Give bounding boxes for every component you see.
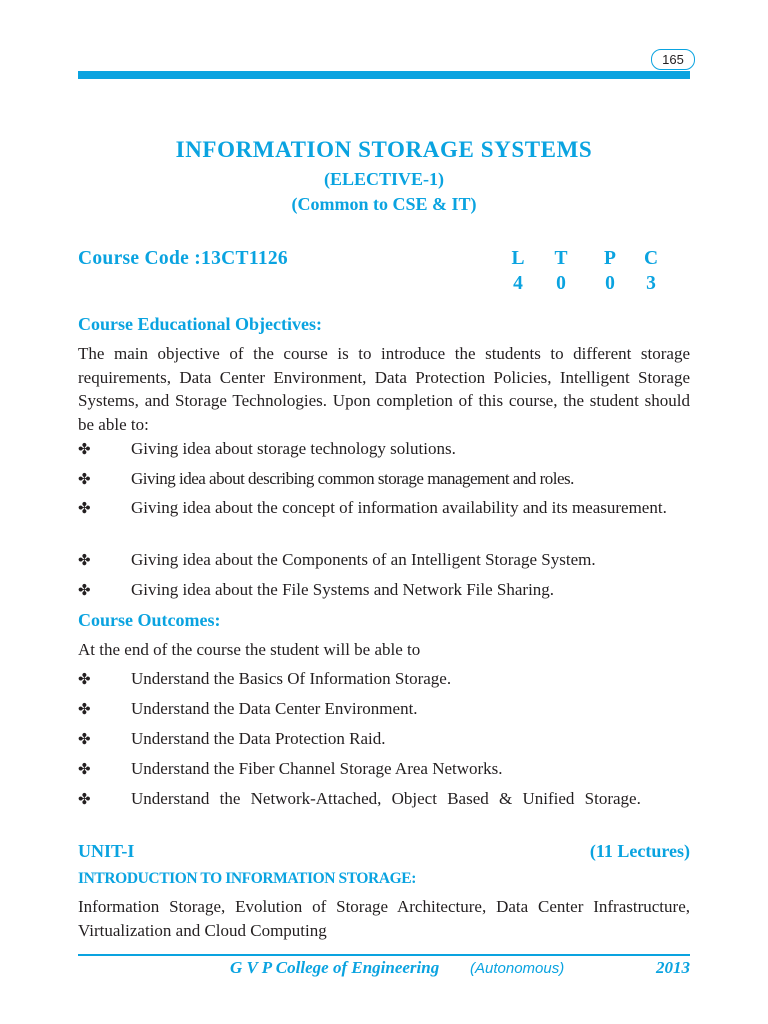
bullet-icon: ✤ bbox=[78, 551, 91, 569]
footer-college: G V P College of Engineering bbox=[230, 958, 440, 977]
document-subtitle-elective: (ELECTIVE-1) bbox=[323, 169, 444, 189]
footer-autonomous: (Autonomous) bbox=[470, 960, 565, 977]
ltpc-value-p: 0 bbox=[605, 273, 615, 294]
bullet-icon: ✤ bbox=[78, 440, 91, 458]
document-subtitle-common: (Common to CSE & IT) bbox=[291, 194, 477, 214]
unit-lectures: (11 Lectures) bbox=[589, 841, 690, 861]
top-rule bbox=[78, 71, 690, 79]
unit-text: Information Storage, Evolution of Storage Architecture, Data Center Infrastructure, Virtualization and Cloud Computing bbox=[78, 897, 690, 940]
page-number: 165 bbox=[651, 49, 695, 70]
unit-subheading: INTRODUCTION TO INFORMATION STORAGE: bbox=[78, 870, 416, 887]
bottom-rule bbox=[78, 954, 690, 956]
outcome-text: Understand the Data Center Environment. bbox=[131, 699, 418, 718]
ltpc-label-t: T bbox=[554, 248, 568, 269]
objective-text: Giving idea about the concept of information availability and its measurement. bbox=[131, 498, 667, 517]
course-code: Course Code :13CT1126 bbox=[78, 248, 288, 269]
bullet-icon: ✤ bbox=[78, 760, 91, 778]
outcomes-intro: At the end of the course the student will be able to bbox=[78, 640, 421, 659]
objective-text: Giving idea about describing common storage management and roles. bbox=[131, 469, 574, 488]
objectives-intro: The main objective of the course is to introduce the students to different storage requirements, Data Center Environment, Data Protection Policies, Intelligent Storage Systems, and Storage Technologies. Upon completion of this course, the student should be able to: bbox=[78, 344, 690, 434]
ltpc-label-l: L bbox=[511, 248, 525, 269]
bullet-icon: ✤ bbox=[78, 499, 91, 517]
ltpc-value-l: 4 bbox=[513, 273, 523, 294]
ltpc-label-p: P bbox=[604, 248, 616, 269]
outcome-text: Understand the Data Protection Raid. bbox=[131, 729, 386, 748]
bullet-icon: ✤ bbox=[78, 700, 91, 718]
bullet-icon: ✤ bbox=[78, 790, 91, 808]
bullet-icon: ✤ bbox=[78, 470, 91, 488]
ltpc-value-c: 3 bbox=[646, 273, 656, 294]
bullet-icon: ✤ bbox=[78, 581, 91, 599]
objective-text: Giving idea about the Components of an Intelligent Storage System. bbox=[131, 550, 596, 569]
bullet-icon: ✤ bbox=[78, 730, 91, 748]
objectives-heading: Course Educational Objectives: bbox=[78, 314, 322, 334]
outcome-text: Understand the Fiber Channel Storage Area Networks. bbox=[131, 759, 503, 778]
outcome-text: Understand the Network-Attached, Object Based & Unified Storage. bbox=[131, 789, 641, 808]
ltpc-label-c: C bbox=[643, 248, 659, 269]
objective-text: Giving idea about storage technology solutions. bbox=[131, 439, 456, 458]
objective-text: Giving idea about the File Systems and Network File Sharing. bbox=[131, 580, 555, 599]
footer-year: 2013 bbox=[656, 958, 690, 977]
outcomes-heading: Course Outcomes: bbox=[78, 610, 221, 630]
bullet-icon: ✤ bbox=[78, 670, 91, 688]
document-title: INFORMATION STORAGE SYSTEMS bbox=[175, 137, 593, 162]
ltpc-value-t: 0 bbox=[556, 273, 566, 294]
outcome-text: Understand the Basics Of Information Storage. bbox=[131, 669, 452, 688]
unit-label: UNIT-I bbox=[78, 841, 135, 861]
